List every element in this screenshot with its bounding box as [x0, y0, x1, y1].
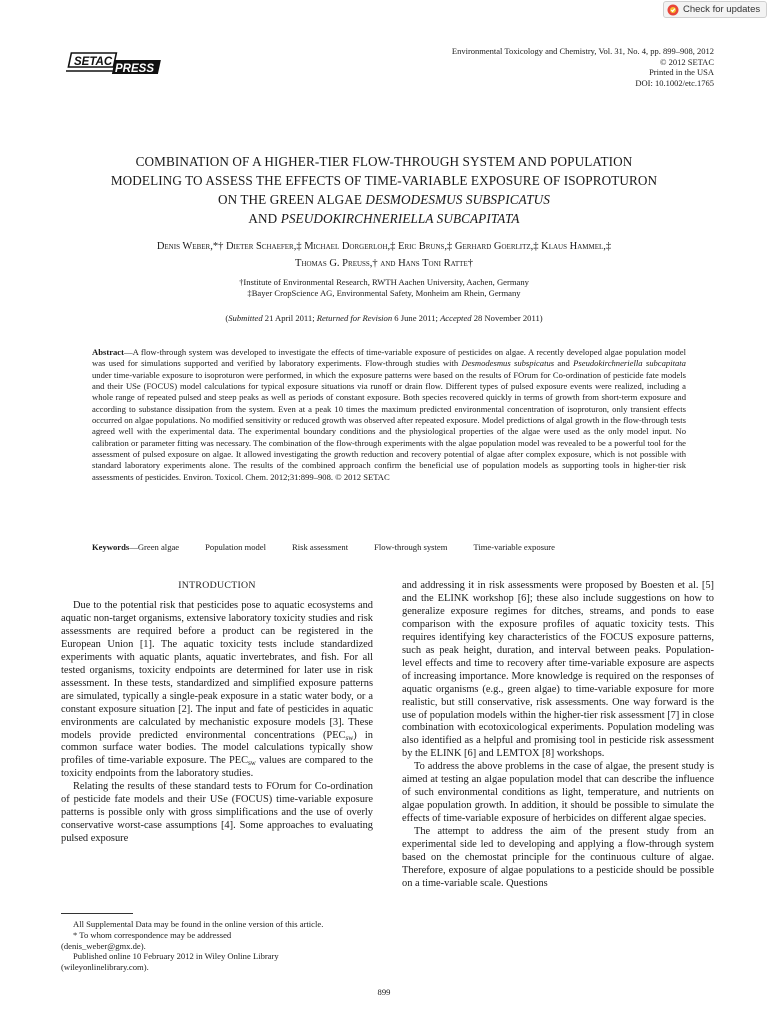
title-line: ON THE GREEN ALGAE DESMODESMUS SUBSPICATUS — [217, 192, 551, 207]
keywords: Keywords—Green algae Population model Risk assessment Flow-through system Time-variable exposure — [92, 542, 555, 552]
submission-dates: (Submitted 21 April 2011; Returned for Revision 6 June 2011; Accepted 28 November 2011) — [225, 313, 543, 323]
abstract: Abstract—A flow-through system was developed to investigate the effects of time-variable exposure of pesticides on algae. A recently developed algae population model was used for simulations supported and verified by laboratory experiments. Flow-through studies with Desmodesmus subspicatus and Pseudokirchneriella subcapitata under time-variable exposure to isoproturon were performed, in which the exposure patterns were based on the results of FOrum for Co-ordination of pesticide fate models and their USe (FOCUS) model calculations for typical exposure situations via runoff or drain flow. Different types of pulsed exposure events were realized, including a whole range of repeated pulsed and steep peaks as well as periods of constant exposure. Both species recovered quickly in terms of growth from short-term exposure and according to substance dissipation from the system. Even at a peak 10 times the maximum predicted environmental concentration of isoproturon, only transient effects occurred on algae populations. No modified sensitivity or reduced growth was observed after repeated exposure. Model predictions of algal growth in the flow-through tests agreed well with the experimental data. The experimental boundary conditions and the physiological properties of the algae were used as the only model input. No calibration or parameter fitting was necessary. The combination of the flow-through experiments with the algae population model was revealed to be a powerful tool for the assessment of pulsed exposure on algae. It allowed investigating the growth reduction and recovery potential of algae after complex exposure, which is not possible with standard laboratory experiments alone. The results of the combined approach confirm the beneficial use of population models as supporting tools in higher-tier risk assessments of pesticides. Environ. Toxicol. Chem. 2012;31:899–908. © 2012 SETAC — [92, 347, 686, 482]
body-column-right — [402, 580, 714, 891]
author-list — [54, 238, 714, 272]
paragraph: Relating the results of these standard tests to FOrum for Co-ordination of pesticide fate models and their USe (FOCUS) time-variable exposure patterns is possible only with gross simplifications and the use of overly conservative worst-case assumptions [4]. Some approaches to evaluating pulsed exposure — [61, 781, 373, 845]
keyword: Flow-through system — [374, 542, 448, 552]
paragraph: Due to the potential risk that pesticides pose to aquatic ecosystems and aquatic non-target organisms, extensive laboratory toxicity studies and risk assessments are required before a product can be registered in the European Union [1]. The aquatic toxicity tests include standardized experiments with aquatic plants, aquatic invertebrates, and fish. For all tested organisms, toxicity endpoints are determined for later use in risk assessment. In these tests, standardized and simplified exposure patterns are simulated, typically a single-peak exposure in a static water body, or a constant exposure situation [2]. The input and fate of pesticides in aquatic environments are calculated by mechanistic exposure models [3]. These models provide predicted environmental concentrations $(PEC_{sw})$ in common surface water bodies. The model calculations typically show profiles of time-variable exposure. The $PEC_{sw}$ values are compared to the toxicity endpoints from the laboratory studies. — [61, 600, 373, 780]
logo-setac-text: SETAC — [74, 56, 113, 68]
journal-copyright: © 2012 SETAC — [660, 56, 714, 67]
setac-press-logo — [66, 50, 162, 78]
title-line: MODELING TO ASSESS THE EFFECTS OF TIME-VARIABLE EXPOSURE OF ISOPROTURON — [110, 173, 658, 188]
journal-citation: Environmental Toxicology and Chemistry, Vol. 31, No. 4, pp. 899–908, 2012 — [451, 46, 714, 56]
keywords-label: Keywords — [92, 542, 130, 552]
affiliation: ‡Bayer CropScience AG, Environmental Safety, Monheim am Rhein, Germany — [247, 288, 521, 298]
affiliation: †Institute of Environmental Research, RWTH Aachen University, Aachen, Germany — [239, 277, 529, 287]
affiliations — [54, 277, 714, 299]
footnote: (denis_weber@gmx.de). — [61, 940, 146, 951]
title-line: AND PSEUDOKIRCHNERIELLA SUBCAPITATA — [248, 211, 520, 226]
keyword: Population model — [205, 542, 266, 552]
footnote: (wileyonlinelibrary.com). — [61, 962, 149, 973]
footnote-rule — [61, 913, 133, 914]
paragraph: The attempt to address the aim of the present study from an experimental side led to developing and applying a flow-through system based on the chemostat principle for the continuous culture of algae. Therefore, exposure of algae populations to a pesticide should be possible on a time-variable scale. Questions — [402, 826, 714, 889]
keyword: Green algae — [137, 542, 180, 552]
journal-info — [384, 46, 714, 88]
article-title — [54, 152, 714, 228]
abstract-label: Abstract — [92, 347, 124, 357]
crossmark-icon — [667, 4, 679, 16]
page-number: 899 — [377, 987, 391, 997]
journal-doi: DOI: 10.1002/etc.1765 — [635, 77, 714, 88]
body-column-left — [61, 600, 373, 846]
journal-printed: Printed in the USA — [649, 67, 714, 77]
paragraph: and addressing it in risk assessments were proposed by Boesten et al. [5] and the ELINK workshop [6]; these also include suggestions on how to generalize exposure regimes for ditches, streams, and ponds to ease comparison with the exposure profiles of aquatic toxicity tests. This requires identifying key characteristics of the FOCUS exposure patterns, such as peak height, duration, and interval between peaks. Population-level effects and time to recovery after time-variable exposure are aspects of increasing importance. More knowledge is required on the responses of aquatic organisms (e.g., green algae) to time-variable exposure for more realistic, but still conservative, risk assessments. One way forward is the use of population models within the higher-tier risk assessment [7] in close combination with ecotoxicological experiments. Population modeling was also identified as a helpful and promising tool in pesticide risk assessment by the ELINK [6] and LEMTOX [8] workshops. — [402, 580, 714, 760]
footnotes — [61, 919, 373, 973]
authors-line: Thomas G. Preuss,† and Hans Toni Ratte† — [295, 258, 473, 269]
footnote: Published online 10 February 2012 in Wiley Online Library — [73, 951, 279, 962]
footnote: * To whom correspondence may be addressed — [73, 929, 232, 940]
authors-line: Denis Weber,*† Dieter Schaefer,‡ Michael Dorgerloh,‡ Eric Bruns,‡ Gerhard Goerlitz,‡ Klaus Hammel,‡ — [156, 241, 612, 252]
title-line: COMBINATION OF A HIGHER-TIER FLOW-THROUGH SYSTEM AND POPULATION — [135, 154, 633, 169]
check-for-updates-button[interactable] — [663, 1, 767, 18]
section-heading-introduction: INTRODUCTION — [178, 580, 256, 591]
paragraph: To address the above problems in the case of algae, the present study is aimed at testing an algae population model that can describe the influence of such environmental conditions as light, temperature, and nutrients on algae population growth. In addition, it should be possible to simulate the effects of time-variable exposure of herbicides on different algae species. — [402, 761, 714, 825]
logo-press-text: PRESS — [115, 63, 154, 75]
footnote: All Supplemental Data may be found in the online version of this article. — [73, 919, 324, 929]
check-for-updates-label: Check for updates — [683, 4, 761, 15]
keyword: Time-variable exposure — [473, 542, 555, 552]
keyword: Risk assessment — [292, 542, 349, 552]
